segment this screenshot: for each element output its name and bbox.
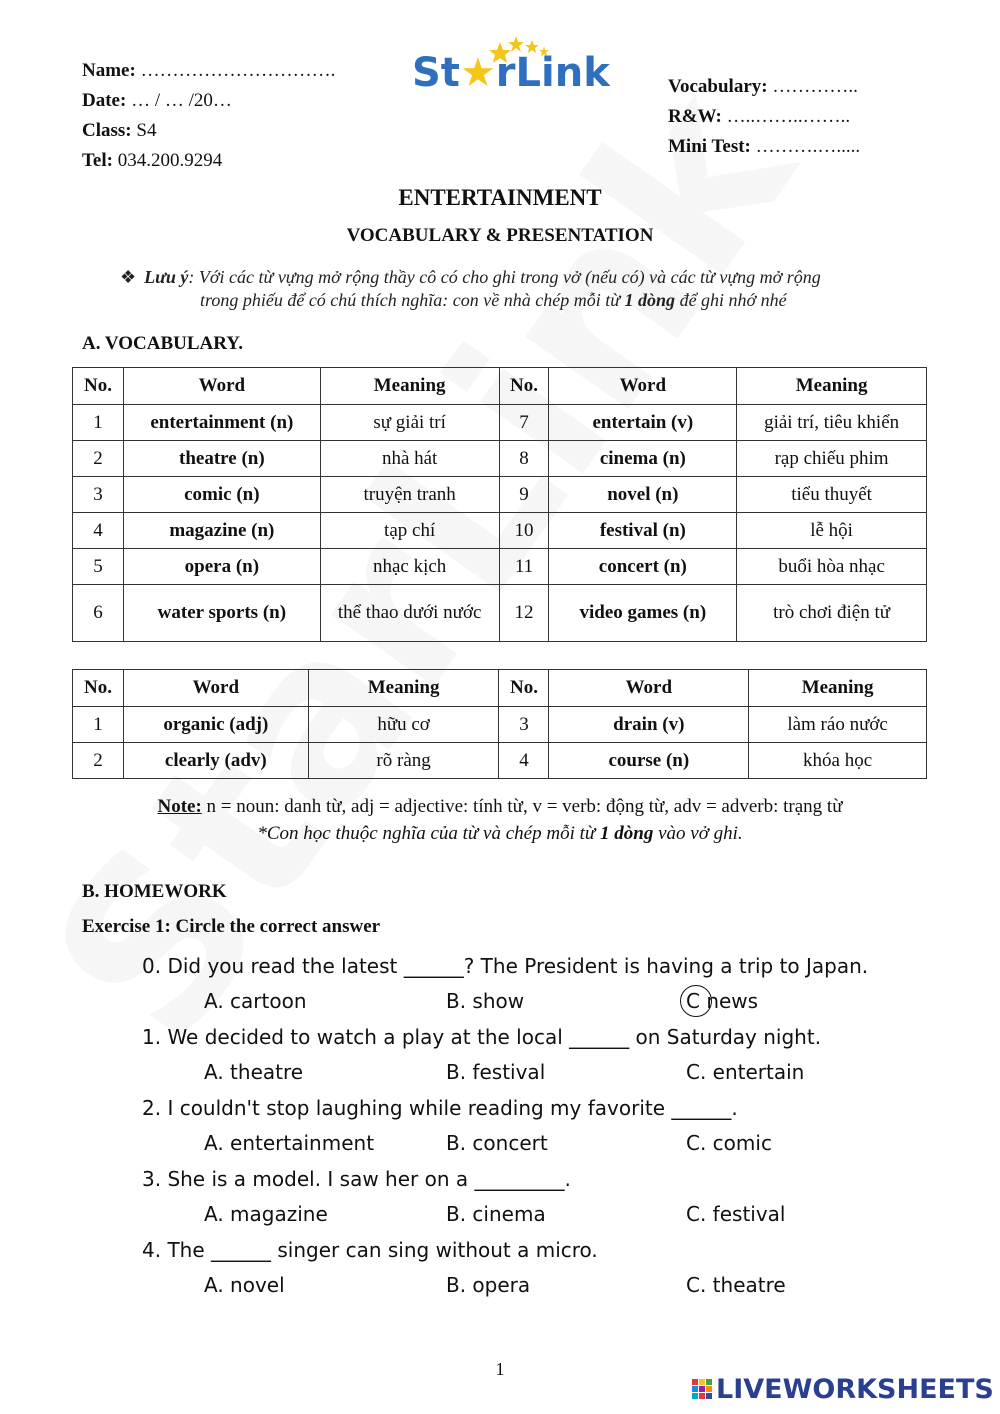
number-cell: 5 [73,549,124,585]
number-cell: 11 [499,549,549,585]
table2-header-3: No. [499,670,549,707]
question-1: 1. We decided to watch a play at the local ______ on Saturday night. [142,1025,822,1049]
meaning-cell: sự giải trí [320,405,499,441]
word-cell: video games (n) [549,585,737,642]
meaning-cell: hữu cơ [308,707,499,743]
q4-option-b[interactable]: B. opera [446,1273,531,1297]
meaning-cell: trò chơi điện tử [737,585,927,642]
number-cell: 7 [499,405,549,441]
q0-option-c[interactable]: C news [686,989,758,1013]
table1-header-2: Meaning [320,368,499,405]
table-row [73,585,927,642]
number-cell: 10 [499,513,549,549]
word-cell: cinema (n) [549,441,737,477]
meaning-cell: tiểu thuyết [737,477,927,513]
starlink-logo [412,34,622,104]
q2-option-a[interactable]: A. entertainment [204,1131,375,1155]
number-cell: 12 [499,585,549,642]
number-cell: 1 [73,405,124,441]
table-row [73,549,927,585]
table2-header-5: Meaning [749,670,927,707]
number-cell: 4 [73,513,124,549]
meaning-cell: tạp chí [320,513,499,549]
word-cell: festival (n) [549,513,737,549]
mini-test-score-line: Mini Test: ……….…..... [668,136,861,157]
meaning-cell: truyện tranh [320,477,499,513]
q2-option-b[interactable]: B. concert [446,1131,548,1155]
q3-option-c[interactable]: C. festival [686,1202,786,1226]
q0-option-b[interactable]: B. show [446,989,525,1013]
page-subtitle: VOCABULARY & PRESENTATION [346,225,654,246]
word-cell: entertain (v) [549,405,737,441]
diamond-bullet-icon: ❖ [120,267,137,287]
meaning-cell: lễ hội [737,513,927,549]
q1-option-c[interactable]: C. entertain [686,1060,805,1084]
note-bottom-line2: *Con học thuộc nghĩa của từ và chép mỗi từ 1 dòng vào vở ghi. [257,823,743,844]
note-top: ❖ Lưu ý: Với các từ vựng mở rộng thầy cô có cho ghi trong vở (nếu có) và các từ vựng mở rộng trong phiếu để có chú thích nghĩa: con về nhà chép mỗi từ 1 dòng để ghi nhớ nhé [120,267,821,310]
question-2: 2. I couldn't stop laughing while reading my favorite ______. [142,1096,738,1120]
name-line: Name: …………………………. [82,60,336,81]
number-cell: 6 [73,585,124,642]
table2-header-2: Meaning [308,670,499,707]
rw-score-line: R&W: …..……..…….. [668,106,851,127]
note-bottom: Note: n = noun: danh từ, adj = adjective: tính từ, v = verb: động từ, adv = adverb: trạng từ [157,796,843,817]
q0-option-a[interactable]: A. cartoon [204,989,307,1013]
vocabulary-table-1 [72,367,927,642]
word-cell: course (n) [549,743,749,779]
word-cell: drain (v) [549,707,749,743]
meaning-cell: rõ ràng [308,743,499,779]
meaning-cell: làm ráo nước [749,707,927,743]
table1-header-5: Meaning [737,368,927,405]
word-cell: novel (n) [549,477,737,513]
meaning-cell: nhạc kịch [320,549,499,585]
number-cell: 2 [73,441,124,477]
liveworksheets-mark-icon [692,1377,714,1403]
word-cell: theatre (n) [123,441,320,477]
meaning-cell: giải trí, tiêu khiển [737,405,927,441]
number-cell: 1 [73,707,124,743]
table-row [73,513,927,549]
q1-option-a[interactable]: A. theatre [204,1060,304,1084]
number-cell: 9 [499,477,549,513]
table1-header-0: No. [73,368,124,405]
page-number: 1 [495,1359,505,1379]
answer-circle-icon [680,985,712,1017]
section-b-heading: B. HOMEWORK [82,881,227,902]
number-cell: 8 [499,441,549,477]
q4-option-a[interactable]: A. novel [204,1273,285,1297]
question-0: 0. Did you read the latest ______? The President is having a trip to Japan. [142,954,869,978]
question-3: 3. She is a model. I saw her on a _________. [142,1167,571,1191]
table1-header-1: Word [123,368,320,405]
table2-header-0: No. [73,670,124,707]
tel-line: Tel: 034.200.9294 [82,150,223,171]
word-cell: opera (n) [123,549,320,585]
table-row [73,477,927,513]
question-4: 4. The ______ singer can sing without a micro. [142,1238,598,1262]
q3-option-b[interactable]: B. cinema [446,1202,546,1226]
page-title: ENTERTAINMENT [398,185,602,210]
date-line: Date: … / … /20… [82,90,232,111]
table-row [73,707,927,743]
word-cell: organic (adj) [123,707,308,743]
table-row [73,405,927,441]
meaning-cell: khóa học [749,743,927,779]
table1-header-4: Word [549,368,737,405]
q1-option-b[interactable]: B. festival [446,1060,546,1084]
table2-header-4: Word [549,670,749,707]
number-cell: 2 [73,743,124,779]
number-cell: 3 [73,477,124,513]
logo-text: St★rLink [412,50,610,96]
meaning-cell: rạp chiếu phim [737,441,927,477]
word-cell: concert (n) [549,549,737,585]
meaning-cell: buổi hòa nhạc [737,549,927,585]
q2-option-c[interactable]: C. comic [686,1131,772,1155]
vocabulary-table-2 [72,669,927,779]
meaning-cell: thể thao dưới nước [320,585,499,642]
section-a-heading: A. VOCABULARY. [82,333,244,354]
word-cell: comic (n) [123,477,320,513]
table2-header-1: Word [123,670,308,707]
word-cell: clearly (adv) [123,743,308,779]
number-cell: 3 [499,707,549,743]
word-cell: entertainment (n) [123,405,320,441]
word-cell: water sports (n) [123,585,320,642]
table1-header-3: No. [499,368,549,405]
class-line: Class: S4 [82,120,157,141]
vocabulary-score-line: Vocabulary: ………….. [668,76,858,97]
exercise-1-title: Exercise 1: Circle the correct answer [82,916,381,937]
word-cell: magazine (n) [123,513,320,549]
number-cell: 4 [499,743,549,779]
liveworksheets-logo: LIVEWORKSHEETS [692,1374,994,1405]
meaning-cell: nhà hát [320,441,499,477]
q4-option-c[interactable]: C. theatre [686,1273,786,1297]
table-row [73,441,927,477]
table-row [73,743,927,779]
q3-option-a[interactable]: A. magazine [204,1202,328,1226]
